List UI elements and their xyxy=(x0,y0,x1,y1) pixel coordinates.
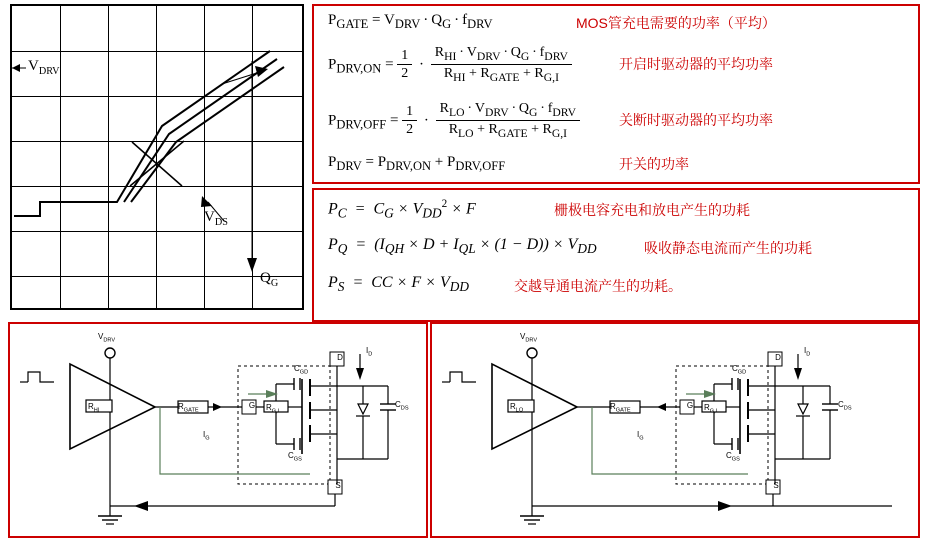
right-drain-current-label: $I_D$ xyxy=(804,346,811,358)
circuit-right-schematic xyxy=(432,324,914,532)
left-node-d: D xyxy=(337,353,343,362)
annotation-mos-charge: MOS管充电需要的功率（平均） xyxy=(576,15,776,31)
equation-p-drv-on: $P_{DRV,ON}$ = $\frac{1}{2}$ · $\frac{R_{HI} \cdot V_{DRV} \cdot Q_G \cdot f_{DRV}}{R_{HI} + R_{GATE} + R_{G,I}}$ xyxy=(328,44,572,86)
right-supply-label: $V_{DRV}$ xyxy=(520,332,538,344)
right-internal-res-label: $R_{G,I}$ xyxy=(704,403,718,415)
power-formula-box-2 xyxy=(312,188,920,322)
circuit-left-schematic xyxy=(10,324,422,532)
equation-p-s: $P_S$ = CC × $F \times V_{DD}$ xyxy=(328,274,469,295)
annotation-turn-off: 关断时驱动器的平均功率 xyxy=(619,112,773,128)
left-cap-gs-label: $C_{GS}$ xyxy=(288,451,302,463)
left-cap-gd-label: $C_{GD}$ xyxy=(294,364,309,376)
power-formula-box-1 xyxy=(312,4,920,184)
graph-vdrv-label: $V_{DRV}$ xyxy=(28,58,60,77)
equation-p-q: $P_Q = (I_{QH} \times D + I_{QL} \times (1 - D)) \times V_{DD}$ xyxy=(328,236,597,257)
right-node-s: S xyxy=(773,481,779,490)
left-gate-res-label: $R_{GATE}$ xyxy=(178,402,199,414)
gate-charge-graph xyxy=(10,4,304,310)
circuit-turn-on xyxy=(8,322,428,538)
left-supply-label: $V_{DRV}$ xyxy=(98,332,116,344)
right-node-g: G xyxy=(686,401,694,410)
equation-p-drv-off: $P_{DRV,OFF}$ = $\frac{1}{2}$ · $\frac{R_{LO} \cdot V_{DRV} \cdot Q_G \cdot f_{DRV}}{R_{LO} + R_{GATE} + R_{G,I}}$ xyxy=(328,100,580,142)
right-cap-gs-label: $C_{GS}$ xyxy=(726,451,740,463)
left-node-s: S xyxy=(335,481,341,490)
left-driver-res-label: $R_{HI}$ xyxy=(88,402,100,414)
left-cap-ds-label: $C_{DS}$ xyxy=(395,400,409,412)
annotation-gate-cap: 栅极电容充电和放电产生的功耗 xyxy=(554,202,750,218)
annotation-quiescent: 吸收静态电流而产生的功耗 xyxy=(644,240,812,256)
left-node-g: G xyxy=(248,401,256,410)
left-gate-current-label: $I_G$ xyxy=(203,430,210,442)
equation-p-c: $P_C = C_G \times V_{DD}^2 \times F$ xyxy=(328,198,476,221)
annotation-crossover: 交越导通电流产生的功耗。 xyxy=(514,278,682,294)
left-internal-res-label: $R_{G,I}$ xyxy=(266,403,280,415)
graph-qg-label: $Q_G$ xyxy=(260,270,279,289)
equation-p-gate: $P_{GATE} = V_{DRV} \cdot Q_G \cdot f_{DRV}$ xyxy=(328,12,493,31)
circuit-turn-off xyxy=(430,322,920,538)
right-gate-res-label: $R_{GATE}$ xyxy=(610,402,631,414)
annotation-turn-on: 开启时驱动器的平均功率 xyxy=(619,56,773,72)
graph-curves xyxy=(12,6,302,308)
right-driver-res-label: $R_{LO}$ xyxy=(510,402,524,414)
equation-p-drv: $P_{DRV} = P_{DRV,ON} + P_{DRV,OFF}$ xyxy=(328,154,506,173)
right-gate-current-label: $I_G$ xyxy=(637,430,644,442)
right-cap-gd-label: $C_{GD}$ xyxy=(732,364,747,376)
annotation-switch-power: 开关的功率 xyxy=(619,156,689,172)
right-cap-ds-label: $C_{DS}$ xyxy=(838,400,852,412)
right-node-d: D xyxy=(775,353,781,362)
left-drain-current-label: $I_D$ xyxy=(366,346,373,358)
graph-vds-label: $V_{DS}$ xyxy=(204,209,228,228)
